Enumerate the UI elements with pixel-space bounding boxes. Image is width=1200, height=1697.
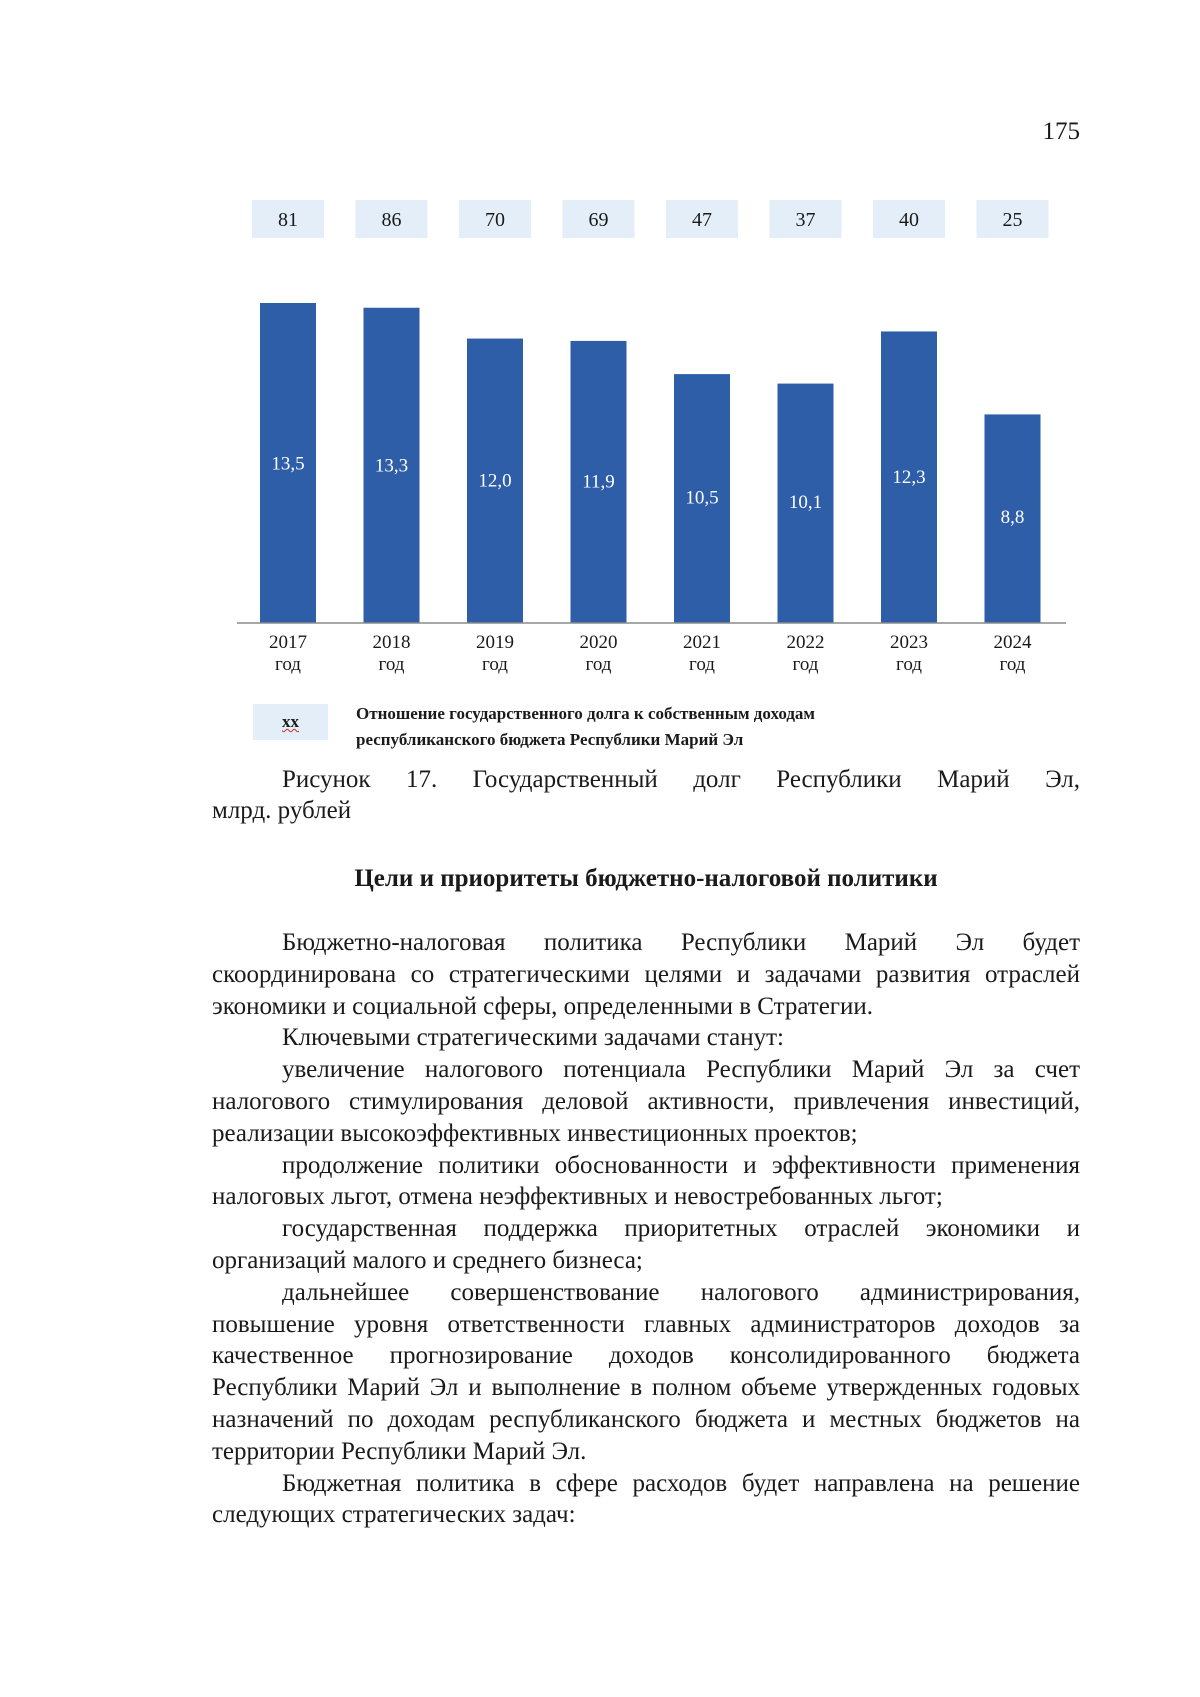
x-tick-year: 2024 <box>993 632 1032 653</box>
ratio-label: 70 <box>485 209 505 231</box>
x-axis-ticks <box>269 632 1032 675</box>
x-tick-year: 2022 <box>786 632 825 653</box>
legend-marker-text: xx <box>282 712 299 731</box>
bar-value-label: 13,5 <box>271 453 305 475</box>
bar-value-label: 8,8 <box>1000 506 1025 528</box>
x-tick-unit: год <box>378 654 405 675</box>
legend-line-2: республиканского бюджета Республики Марий Эл <box>356 730 744 749</box>
bar-value-label: 12,3 <box>892 467 926 489</box>
ratio-boxes <box>252 200 1049 238</box>
paragraph: Бюджетно-налоговая политика Республики Марий Эл будет скоординирована со стратегическими целями и задачами развития отраслей экономики и социальной сферы, определенными в Стратегии. <box>212 929 1080 1020</box>
ratio-label: 47 <box>692 209 712 231</box>
ratio-label: 25 <box>1002 209 1023 231</box>
x-tick-year: 2021 <box>683 632 721 653</box>
ratio-label: 86 <box>381 209 402 231</box>
page-number: 175 <box>1042 118 1080 145</box>
body-text <box>212 927 1080 1531</box>
x-tick-unit: год <box>689 654 715 675</box>
x-tick-year: 2018 <box>372 632 411 653</box>
figure-caption <box>212 764 1080 826</box>
debt-bar-chart <box>0 0 1200 700</box>
bar-value-label: 10,5 <box>685 487 719 509</box>
paragraph: дальнейшее совершенствование налогового администрирования, повышение уровня ответственности главных администраторов доходов за качественное прогнозирование доходов консолидированного бюджета Республики Марий Эл и выполнение в полном объеме утвержденных годовых назначений по доходам республиканского бюджета и местных бюджетов на территории Республики Марий Эл. <box>212 1278 1080 1465</box>
paragraph: государственная поддержка приоритетных отраслей экономики и организаций малого и среднего бизнеса; <box>212 1215 1080 1274</box>
x-tick-unit: год <box>585 654 612 675</box>
x-tick-unit: год <box>896 654 922 675</box>
x-tick-year: 2023 <box>890 632 928 653</box>
paragraph: Ключевыми стратегическими задачами станут: <box>282 1024 784 1052</box>
legend-label <box>356 701 956 753</box>
bar-value-label: 13,3 <box>374 455 409 477</box>
paragraph: Бюджетная политика в сфере расходов будет направлена на решение следующих стратегических задач: <box>212 1469 1080 1529</box>
legend-line-1: Отношение государственного долга к собственным доходам <box>356 704 816 723</box>
ratio-label: 40 <box>899 209 919 231</box>
paragraph: продолжение политики обоснованности и эффективности применения налоговых льгот, отмена неэффективных и невостребованных льгот; <box>212 1151 1080 1211</box>
ratio-label: 37 <box>795 209 816 231</box>
section-heading: Цели и приоритеты бюджетно-налоговой политики <box>354 865 938 892</box>
x-tick-unit: год <box>482 654 508 675</box>
bar-value-label: 10,1 <box>788 492 823 514</box>
x-tick-year: 2017 <box>269 632 307 653</box>
bar-value-label: 11,9 <box>582 471 615 493</box>
bars <box>260 303 1041 623</box>
x-tick-unit: год <box>275 654 301 675</box>
legend-marker <box>253 704 328 740</box>
paragraph: увеличение налогового потенциала Республики Марий Эл за счет налогового стимулирования деловой активности, привлечения инвестиций, реализации высокоэффективных инвестиционных проектов; <box>212 1056 1080 1147</box>
ratio-label: 69 <box>588 209 609 231</box>
caption-line-1: Рисунок 17. Государственный долг Республики Марий Эл, <box>282 766 1080 793</box>
x-tick-year: 2020 <box>579 632 618 653</box>
x-tick-year: 2019 <box>476 632 514 653</box>
x-tick-unit: год <box>792 654 819 675</box>
x-tick-unit: год <box>999 654 1026 675</box>
caption-line-2: млрд. рублей <box>212 797 352 824</box>
ratio-label: 81 <box>278 209 298 231</box>
bar-value-label: 12,0 <box>478 470 512 492</box>
